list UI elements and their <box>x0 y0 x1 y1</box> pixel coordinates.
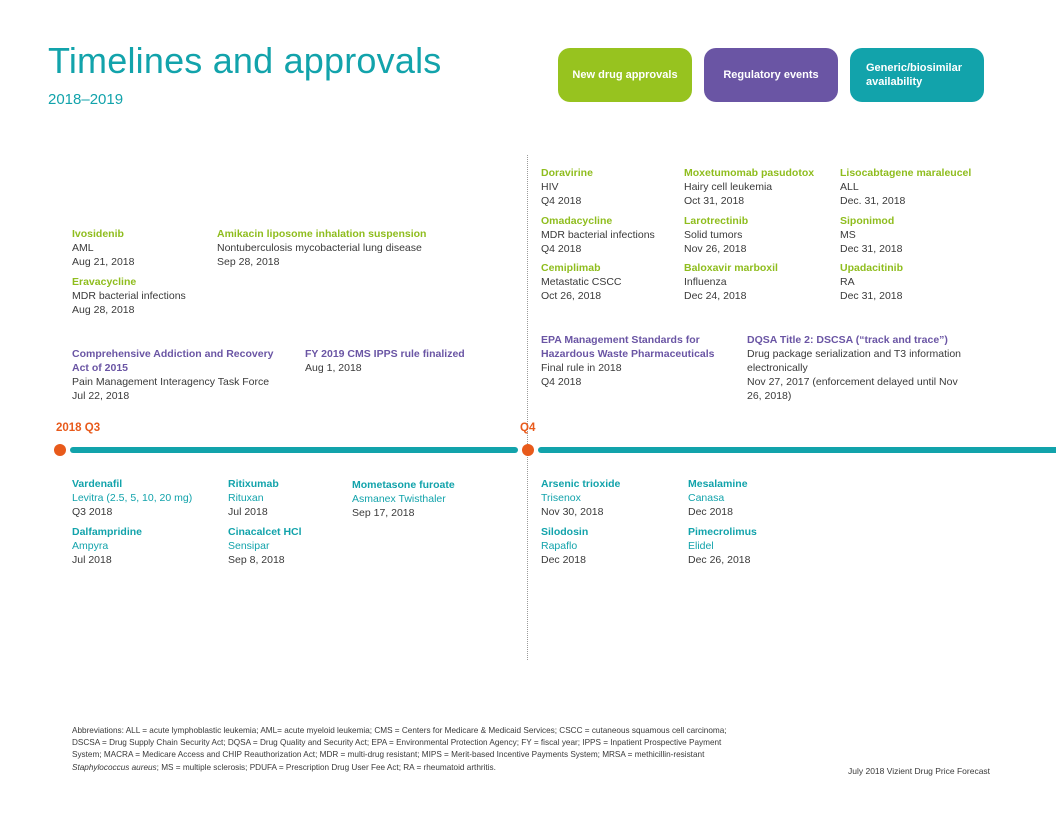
brand-name: Ampyra <box>72 540 109 552</box>
drug-date: Nov 26, 2018 <box>684 243 747 255</box>
brand-name: Rituxan <box>228 492 264 504</box>
drug-date: Sep 28, 2018 <box>217 256 280 268</box>
brand-name: Elidel <box>688 540 714 552</box>
generic-date: Sep 17, 2018 <box>352 507 415 519</box>
new-drug-entry <box>217 227 507 269</box>
generic-name: Mesalamine <box>688 478 748 490</box>
drug-date: Aug 21, 2018 <box>72 256 135 268</box>
timeline-bar-q3 <box>70 447 518 453</box>
legend-new-drug-approvals: New drug approvals <box>558 48 692 102</box>
generic-date: Dec 26, 2018 <box>688 554 751 566</box>
new-drug-entry <box>684 166 814 208</box>
drug-indication: RA <box>840 276 855 288</box>
regulatory-date: Nov 27, 2017 (enforcement delayed until Nov 26, 2018) <box>747 376 958 402</box>
drug-name: Upadacitinib <box>840 262 904 274</box>
regulatory-name: Comprehensive Addiction and Recovery Act of 2015 <box>72 348 274 374</box>
drug-name: Doravirine <box>541 167 593 179</box>
generic-entry <box>72 477 192 519</box>
generic-date: Q3 2018 <box>72 506 113 518</box>
generic-entry <box>688 525 757 567</box>
new-drug-entry <box>541 214 655 256</box>
generic-name: Arsenic trioxide <box>541 478 621 490</box>
drug-indication: MDR bacterial infections <box>541 229 655 241</box>
drug-date: Dec 24, 2018 <box>684 290 747 302</box>
drug-date: Oct 31, 2018 <box>684 195 745 207</box>
generic-name: Vardenafil <box>72 478 123 490</box>
generic-entry <box>541 477 620 519</box>
quarter-divider <box>527 155 528 660</box>
regulatory-entry <box>305 347 505 375</box>
generic-date: Dec 2018 <box>688 506 733 518</box>
drug-name: Eravacycline <box>72 276 137 288</box>
new-drug-entry <box>684 261 778 303</box>
brand-name: Asmanex Twisthaler <box>352 493 446 505</box>
drug-name: Moxetumomab pasudotox <box>684 167 815 179</box>
regulatory-date: Q4 2018 <box>541 376 582 388</box>
drug-date: Q4 2018 <box>541 243 582 255</box>
drug-indication: MS <box>840 229 856 241</box>
regulatory-date: Aug 1, 2018 <box>305 362 362 374</box>
generic-date: Sep 8, 2018 <box>228 554 285 566</box>
legend-generic-biosimilar: Generic/biosimilar availability <box>850 48 984 102</box>
generic-entry <box>541 525 588 567</box>
drug-name: Larotrectinib <box>684 215 749 227</box>
drug-indication: Influenza <box>684 276 727 288</box>
regulatory-name: DQSA Title 2: DSCSA (“track and trace”) <box>747 334 948 346</box>
drug-date: Aug 28, 2018 <box>72 304 135 316</box>
drug-date: Dec 31, 2018 <box>840 243 903 255</box>
regulatory-entry <box>72 347 287 403</box>
regulatory-detail: Drug package serialization and T3 information electronically <box>747 348 962 374</box>
footnote-text: Abbreviations: ALL = acute lymphoblastic leukemia; AML= acute myeloid leukemia; CMS = Centers for Medicare & Medicaid Services; CSCC = cutaneous squamous cell carcinoma; DSCSA = Drug Supply Chain Security Act; DQSA = Drug Quality and Security Act; EPA = Environmental Protection Agency; FY = fiscal year; IPPS = Inpatient Prospective Payment System; MACRA = Medicare Access and CHIP Reauthorization Act; MDR = multi-drug resistant; MIPS = Merit-based Incentive Payments System; MRSA = methicillin-resistant <box>72 726 727 760</box>
generic-name: Ritixumab <box>228 478 279 490</box>
drug-indication: Metastatic CSCC <box>541 276 622 288</box>
generic-date: Nov 30, 2018 <box>541 506 604 518</box>
abbreviations-footnote <box>72 725 732 774</box>
regulatory-detail: Final rule in 2018 <box>541 362 622 374</box>
footnote-text-end: ; MS = multiple sclerosis; PDUFA = Prescription Drug User Fee Act; RA = rheumatoid arthritis. <box>156 762 496 772</box>
regulatory-date: Jul 22, 2018 <box>72 390 130 402</box>
generic-name: Dalfampridine <box>72 526 143 538</box>
drug-name: Cemiplimab <box>541 262 601 274</box>
timeline-marker-q4 <box>522 444 534 456</box>
drug-indication: AML <box>72 242 94 254</box>
new-drug-entry <box>541 166 593 208</box>
generic-entry <box>228 525 302 567</box>
timeline-bar-q4 <box>538 447 1056 453</box>
page-subtitle: 2018–2019 <box>48 91 124 108</box>
drug-date: Q4 2018 <box>541 195 582 207</box>
drug-name: Omadacycline <box>541 215 613 227</box>
new-drug-entry <box>840 214 902 256</box>
footnote-italic: Staphylococcus aureus <box>72 762 157 772</box>
regulatory-entry <box>541 333 726 389</box>
regulatory-entry <box>747 333 962 403</box>
brand-name: Sensipar <box>228 540 270 552</box>
page-footer: July 2018 Vizient Drug Price Forecast <box>848 766 991 776</box>
drug-date: Oct 26, 2018 <box>541 290 602 302</box>
generic-entry <box>228 477 279 519</box>
drug-date: Dec 31, 2018 <box>840 290 903 302</box>
generic-date: Jul 2018 <box>228 506 268 518</box>
generic-date: Jul 2018 <box>72 554 112 566</box>
regulatory-detail: Pain Management Interagency Task Force <box>72 376 270 388</box>
new-drug-entry <box>72 227 134 269</box>
drug-name: Baloxavir marboxil <box>684 262 778 274</box>
drug-indication: Solid tumors <box>684 229 743 241</box>
generic-name: Cinacalcet HCl <box>228 526 302 538</box>
brand-name: Trisenox <box>541 492 581 504</box>
drug-indication: HIV <box>541 181 559 193</box>
drug-indication: Hairy cell leukemia <box>684 181 773 193</box>
new-drug-entry <box>72 275 186 317</box>
page-title: Timelines and approvals <box>48 40 442 81</box>
drug-name: Siponimod <box>840 215 895 227</box>
brand-name: Rapaflo <box>541 540 578 552</box>
new-drug-entry <box>840 166 971 208</box>
quarter-label-q3: 2018 Q3 <box>56 422 101 434</box>
timeline-marker-q3 <box>54 444 66 456</box>
brand-name: Levitra (2.5, 5, 10, 20 mg) <box>72 492 193 504</box>
generic-entry <box>688 477 748 519</box>
generic-entry <box>72 525 142 567</box>
brand-name: Canasa <box>688 492 725 504</box>
generic-name: Silodosin <box>541 526 589 538</box>
drug-date: Dec. 31, 2018 <box>840 195 906 207</box>
regulatory-name: EPA Management Standards for Hazardous Waste Pharmaceuticals <box>541 334 715 360</box>
drug-indication: Nontuberculosis mycobacterial lung disease <box>217 242 422 254</box>
drug-indication: ALL <box>840 181 859 193</box>
generic-name: Mometasone furoate <box>352 479 455 491</box>
drug-indication: MDR bacterial infections <box>72 290 186 302</box>
regulatory-name: FY 2019 CMS IPPS rule finalized <box>305 348 465 360</box>
generic-entry <box>352 478 455 520</box>
generic-date: Dec 2018 <box>541 554 586 566</box>
legend-regulatory-events: Regulatory events <box>704 48 838 102</box>
quarter-label-q4: Q4 <box>520 422 536 434</box>
new-drug-entry <box>684 214 748 256</box>
generic-name: Pimecrolimus <box>688 526 757 538</box>
drug-name: Amikacin liposome inhalation suspension <box>217 228 427 240</box>
drug-name: Lisocabtagene maraleucel <box>840 167 972 179</box>
new-drug-entry <box>840 261 903 303</box>
new-drug-entry <box>541 261 622 303</box>
drug-name: Ivosidenib <box>72 228 124 240</box>
